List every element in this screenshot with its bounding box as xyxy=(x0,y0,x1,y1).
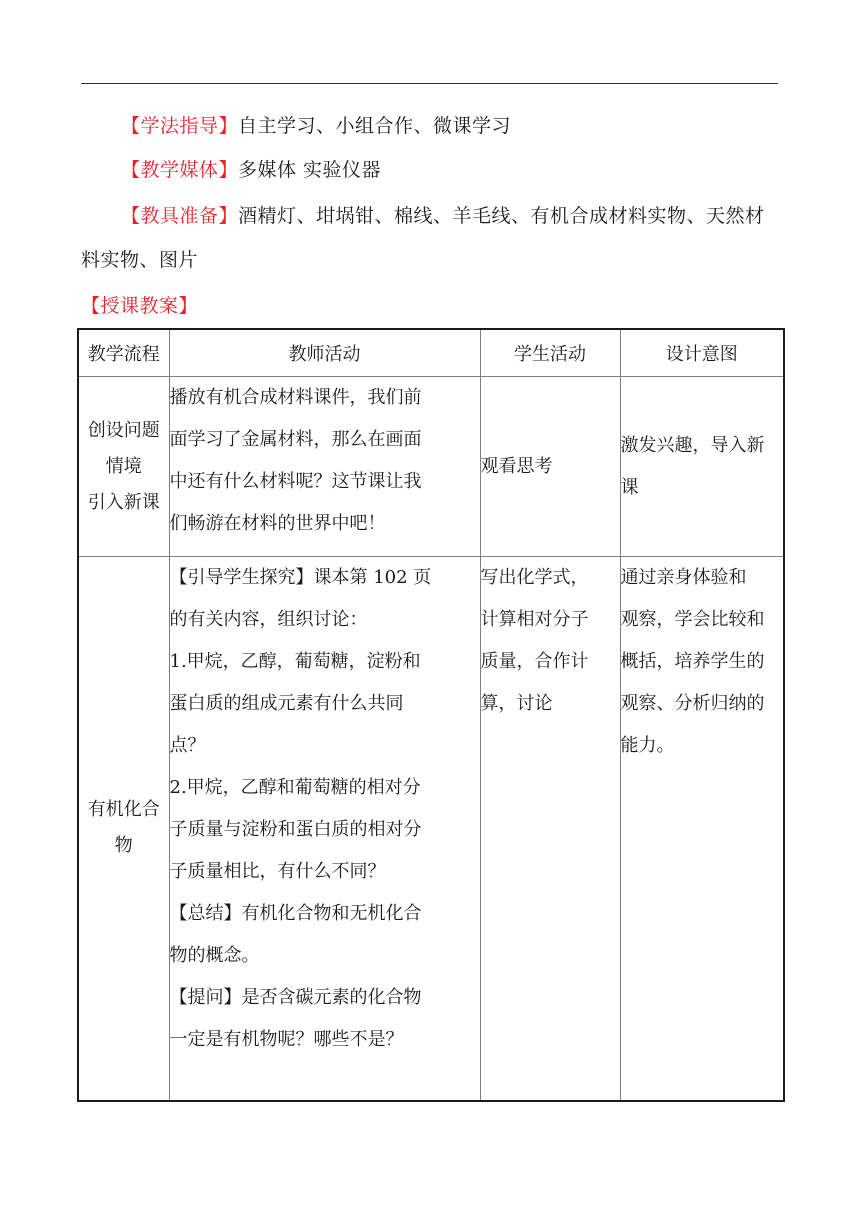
student-line: 算，讨论 xyxy=(480,693,553,714)
header-student: 学生活动 xyxy=(480,329,620,377)
media-text: 多媒体 实验仪器 xyxy=(238,159,382,181)
equipment-line-2 xyxy=(81,238,781,282)
table-header-row xyxy=(78,329,784,377)
design-intent-cell xyxy=(620,377,784,557)
media-line xyxy=(81,148,821,192)
lesson-plan-table xyxy=(77,328,785,1102)
header-flow: 教学流程 xyxy=(78,329,169,377)
intent-line: 通过亲身体验和 xyxy=(620,567,747,588)
header-rule xyxy=(81,83,778,84)
teacher-line: 子质量相比，有什么不同？ xyxy=(169,861,386,882)
plan-heading-tag: 【授课教案】 xyxy=(81,295,199,317)
media-tag: 【教学媒体】 xyxy=(121,159,239,181)
teacher-line: 蛋白质的组成元素有什么共同 xyxy=(169,693,404,714)
header-teacher: 教师活动 xyxy=(169,329,480,377)
teacher-activity-cell xyxy=(169,557,480,1101)
flow-cell xyxy=(78,557,169,1101)
teacher-line: 子质量与淀粉和蛋白质的相对分 xyxy=(169,819,422,840)
study-method-tag: 【学法指导】 xyxy=(121,115,239,137)
flow-line: 物 xyxy=(114,835,133,857)
equipment-text-2: 料实物、图片 xyxy=(81,249,199,271)
intent-line: 观察、分析归纳的 xyxy=(620,693,765,714)
student-activity-cell xyxy=(480,557,620,1101)
flow-cell xyxy=(78,377,169,557)
intent-line: 激发兴趣，导入新 xyxy=(620,434,765,456)
teacher-line: 【提问】是否含碳元素的化合物 xyxy=(169,987,422,1008)
teacher-line: 点？ xyxy=(169,735,206,756)
table-row xyxy=(78,377,784,557)
teacher-line: 的有关内容，组织讨论： xyxy=(169,609,368,630)
plan-heading xyxy=(81,284,781,328)
student-activity-cell xyxy=(480,377,620,557)
teacher-line: 面学习了金属材料，那么在画面 xyxy=(169,429,422,450)
intent-line: 概括，培养学生的 xyxy=(620,651,765,672)
teacher-line: 2.甲烷，乙醇和葡萄糖的相对分 xyxy=(169,777,421,798)
intent-line: 能力。 xyxy=(620,735,675,756)
student-line: 质量，合作计 xyxy=(480,651,589,672)
study-method-text: 自主学习、小组合作、微课学习 xyxy=(238,115,512,137)
teacher-activity-cell xyxy=(169,377,480,557)
study-method-line xyxy=(81,104,821,148)
flow-line: 引入新课 xyxy=(87,491,160,513)
table-row xyxy=(78,557,784,1101)
flow-line: 情境 xyxy=(105,455,142,477)
teacher-line: 1.甲烷，乙醇，葡萄糖，淀粉和 xyxy=(169,651,421,672)
teacher-line: 播放有机合成材料课件，我们前 xyxy=(169,387,422,408)
design-intent-cell xyxy=(620,557,784,1101)
student-line: 写出化学式， xyxy=(480,567,589,588)
header-intent: 设计意图 xyxy=(620,329,784,377)
flow-line: 创设问题 xyxy=(87,419,160,441)
teacher-line: 【引导学生探究】课本第 102 页 xyxy=(169,567,432,588)
flow-line: 有机化合 xyxy=(87,799,160,821)
equipment-tag: 【教具准备】 xyxy=(121,205,239,227)
intent-line: 课 xyxy=(620,476,639,498)
teacher-line: 一定是有机物呢？哪些不是？ xyxy=(169,1029,404,1050)
teacher-line: 们畅游在材料的世界中吧！ xyxy=(169,513,386,534)
intent-line: 观察，学会比较和 xyxy=(620,609,765,630)
teacher-line: 【总结】有机化合物和无机化合 xyxy=(169,903,422,924)
teacher-line: 中还有什么材料呢？这节课让我 xyxy=(169,471,422,492)
student-line: 观看思考 xyxy=(480,455,553,477)
student-line: 计算相对分子 xyxy=(480,609,589,630)
equipment-line-1 xyxy=(81,194,821,238)
teacher-line: 物的概念。 xyxy=(169,945,260,966)
equipment-text-1: 酒精灯、坩埚钳、棉线、羊毛线、有机合成材料实物、天然材 xyxy=(238,205,765,227)
